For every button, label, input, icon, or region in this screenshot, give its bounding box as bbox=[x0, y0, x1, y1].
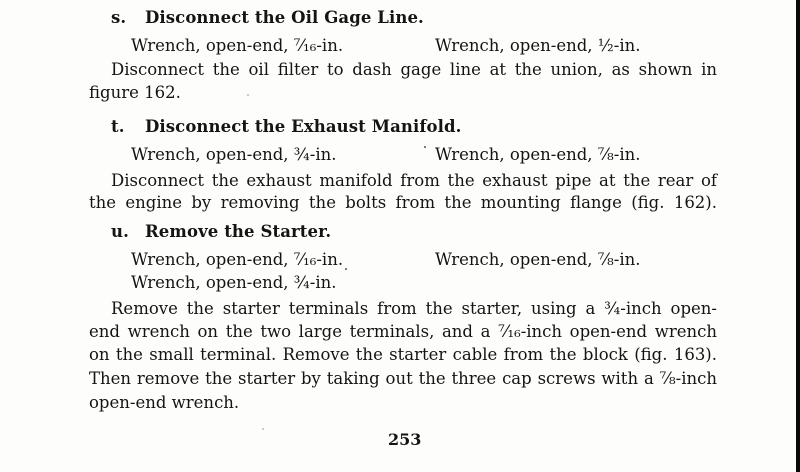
scan-speck bbox=[345, 268, 347, 270]
section-u-title: Remove the Starter. bbox=[145, 222, 332, 241]
section-t-tool-1: Wrench, open-end, ¾-in. bbox=[131, 145, 337, 164]
section-t-heading bbox=[111, 117, 462, 136]
section-t-tool-2: Wrench, open-end, ⅞-in. bbox=[435, 145, 641, 164]
section-u-paragraph-line: end wrench on the two large terminals, and a ⁷⁄₁₆-inch open-end wrench bbox=[89, 322, 717, 341]
scan-speck bbox=[262, 428, 264, 430]
scan-speck bbox=[424, 146, 426, 148]
section-s-tool-2: Wrench, open-end, ½-in. bbox=[435, 36, 641, 55]
section-u-heading bbox=[111, 222, 331, 241]
section-t-letter: t. bbox=[111, 117, 125, 136]
section-t-title: Disconnect the Exhaust Manifold. bbox=[145, 117, 462, 136]
section-s-paragraph-line: Disconnect the oil filter to dash gage line at the union, as shown in bbox=[111, 60, 717, 79]
section-u-paragraph-line: Then remove the starter by taking out the three cap screws with a ⅞-inch bbox=[89, 369, 717, 388]
scan-edge bbox=[796, 0, 800, 472]
section-u-tool-2: Wrench, open-end, ⅞-in. bbox=[435, 250, 641, 269]
section-u-paragraph-line: on the small terminal. Remove the starter cable from the block (fig. 163). bbox=[89, 345, 717, 364]
section-u-paragraph-line: open-end wrench. bbox=[89, 393, 240, 412]
scan-speck bbox=[247, 94, 249, 96]
section-u-paragraph-line: Remove the starter terminals from the starter, using a ¾-inch open- bbox=[111, 299, 717, 318]
section-s-letter: s. bbox=[111, 8, 127, 27]
section-u-tool-3: Wrench, open-end, ¾-in. bbox=[131, 273, 337, 292]
section-s-tool-1: Wrench, open-end, ⁷⁄₁₆-in. bbox=[131, 36, 344, 55]
section-s-title: Disconnect the Oil Gage Line. bbox=[145, 8, 424, 27]
section-u-tool-1: Wrench, open-end, ⁷⁄₁₆-in. bbox=[131, 250, 344, 269]
section-t-paragraph-line: the engine by removing the bolts from the mounting flange (fig. 162). bbox=[89, 193, 717, 212]
section-t-paragraph-line: Disconnect the exhaust manifold from the exhaust pipe at the rear of bbox=[111, 171, 717, 190]
section-u-letter: u. bbox=[111, 222, 129, 241]
section-s-paragraph-line: figure 162. bbox=[89, 83, 181, 102]
page-number: 253 bbox=[388, 430, 422, 449]
section-s-heading bbox=[111, 8, 424, 27]
